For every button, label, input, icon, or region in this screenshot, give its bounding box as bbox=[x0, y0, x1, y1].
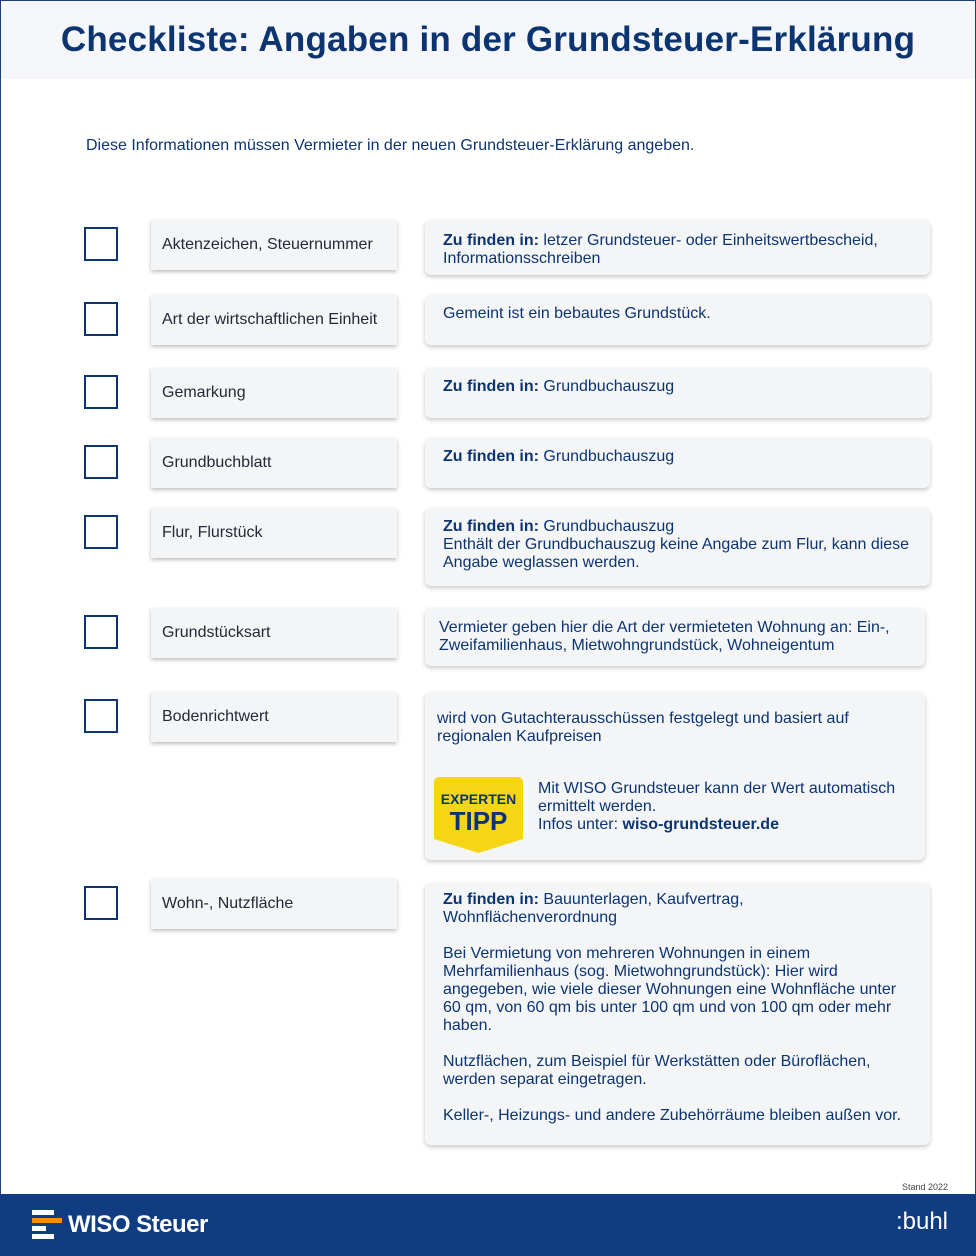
desc-wohnflaeche bbox=[425, 883, 930, 1145]
badge-line-2: TIPP bbox=[449, 806, 508, 836]
label-wohnflaeche: Wohn-, Nutzfläche bbox=[151, 879, 397, 929]
intro-text: Diese Informationen müssen Vermieter in der neuen Grundsteuer-Erklärung angeben. bbox=[86, 137, 695, 154]
desc-paragraph-4: Keller-, Heizungs- und andere Zubehörräume bleiben außen vor. bbox=[443, 1107, 902, 1124]
label-gemarkung: Gemarkung bbox=[151, 368, 397, 418]
desc-text: Vermieter geben hier die Art der vermieteten Wohnung an: Ein-, Zweifamilienhaus, Mietwohngrundstück, Wohneigentum bbox=[439, 619, 890, 654]
label-aktenzeichen: Aktenzeichen, Steuernummer bbox=[151, 220, 397, 270]
desc-text: Bauunterlagen, Kaufvertrag, Wohnflächenverordnung bbox=[443, 891, 744, 926]
checkbox-wohnflaeche[interactable] bbox=[84, 886, 118, 920]
experten-tipp-badge bbox=[434, 777, 523, 853]
tip-info-prefix: Infos unter: bbox=[538, 816, 623, 833]
desc-gemarkung bbox=[425, 368, 930, 418]
desc-text: wird von Gutachterausschüssen festgelegt und basiert auf regionalen Kaufpreisen bbox=[437, 710, 849, 745]
label-grundstuecksart: Grundstücksart bbox=[151, 608, 397, 658]
desc-paragraph-3: Nutzflächen, zum Beispiel für Werkstätten oder Büroflächen, werden separat eingetragen. bbox=[443, 1053, 871, 1088]
label-flur: Flur, Flurstück bbox=[151, 508, 397, 558]
wiso-logo bbox=[32, 1210, 208, 1240]
desc-paragraph-2: Bei Vermietung von mehreren Wohnungen in einem Mehrfamilienhaus (sog. Mietwohngrundstück): Hier wird angegeben, wie viele dieser Wohnungen eine Wohnfläche unter 60 qm, von 60 qm bis unter 100 qm und von 100 qm oder mehr haben. bbox=[443, 945, 897, 1034]
checkbox-aktenzeichen[interactable] bbox=[84, 227, 118, 261]
title-bar bbox=[1, 1, 975, 79]
stand-date: Stand 2022 bbox=[901, 1182, 948, 1192]
desc-aktenzeichen bbox=[425, 220, 930, 275]
desc-text: Gemeint ist ein bebautes Grundstück. bbox=[443, 305, 711, 322]
tip-info-link[interactable]: wiso-grundsteuer.de bbox=[622, 816, 779, 833]
label-grundbuchblatt: Grundbuchblatt bbox=[151, 438, 397, 488]
checkbox-wirtschaftliche-einheit[interactable] bbox=[84, 302, 118, 336]
desc-bold: Zu finden in: bbox=[443, 378, 539, 395]
desc-text-2: Enthält der Grundbuchauszug keine Angabe zum Flur, kann diese Angabe weglassen werden. bbox=[443, 536, 910, 571]
desc-flur bbox=[425, 508, 930, 586]
desc-grundbuchblatt bbox=[425, 438, 930, 488]
page-title: Checkliste: Angaben in der Grundsteuer-Erklärung bbox=[60, 20, 916, 59]
desc-bold: Zu finden in: bbox=[443, 891, 539, 908]
desc-text: letzer Grundsteuer- oder Einheitswertbescheid, Informationsschreiben bbox=[443, 232, 878, 267]
desc-bold: Zu finden in: bbox=[443, 518, 539, 535]
desc-bold: Zu finden in: bbox=[443, 232, 539, 249]
desc-bold: Zu finden in: bbox=[443, 448, 539, 465]
checkbox-grundstuecksart[interactable] bbox=[84, 615, 118, 649]
desc-text: Grundbuchauszug bbox=[538, 378, 675, 395]
checkbox-grundbuchblatt[interactable] bbox=[84, 445, 118, 479]
wiso-brand: WISO Steuer bbox=[68, 1211, 208, 1238]
tip-text bbox=[538, 780, 918, 834]
checkbox-gemarkung[interactable] bbox=[84, 375, 118, 409]
buhl-logo: :buhl bbox=[895, 1208, 948, 1235]
desc-text: Grundbuchauszug bbox=[538, 448, 675, 465]
desc-grundstuecksart bbox=[425, 608, 925, 666]
checkbox-flur[interactable] bbox=[84, 515, 118, 549]
tip-description: Mit WISO Grundsteuer kann der Wert automatisch ermittelt werden. bbox=[538, 780, 896, 815]
label-bodenrichtwert: Bodenrichtwert bbox=[151, 692, 397, 742]
badge-line-1: EXPERTEN bbox=[440, 791, 517, 807]
wiso-mark-icon bbox=[32, 1210, 62, 1240]
footer-bar bbox=[0, 1194, 976, 1256]
desc-text: Grundbuchauszug bbox=[538, 518, 675, 535]
label-wirtschaftliche-einheit: Art der wirtschaftlichen Einheit bbox=[151, 295, 397, 345]
checkbox-bodenrichtwert[interactable] bbox=[84, 699, 118, 733]
desc-wirtschaftliche-einheit bbox=[425, 295, 930, 345]
